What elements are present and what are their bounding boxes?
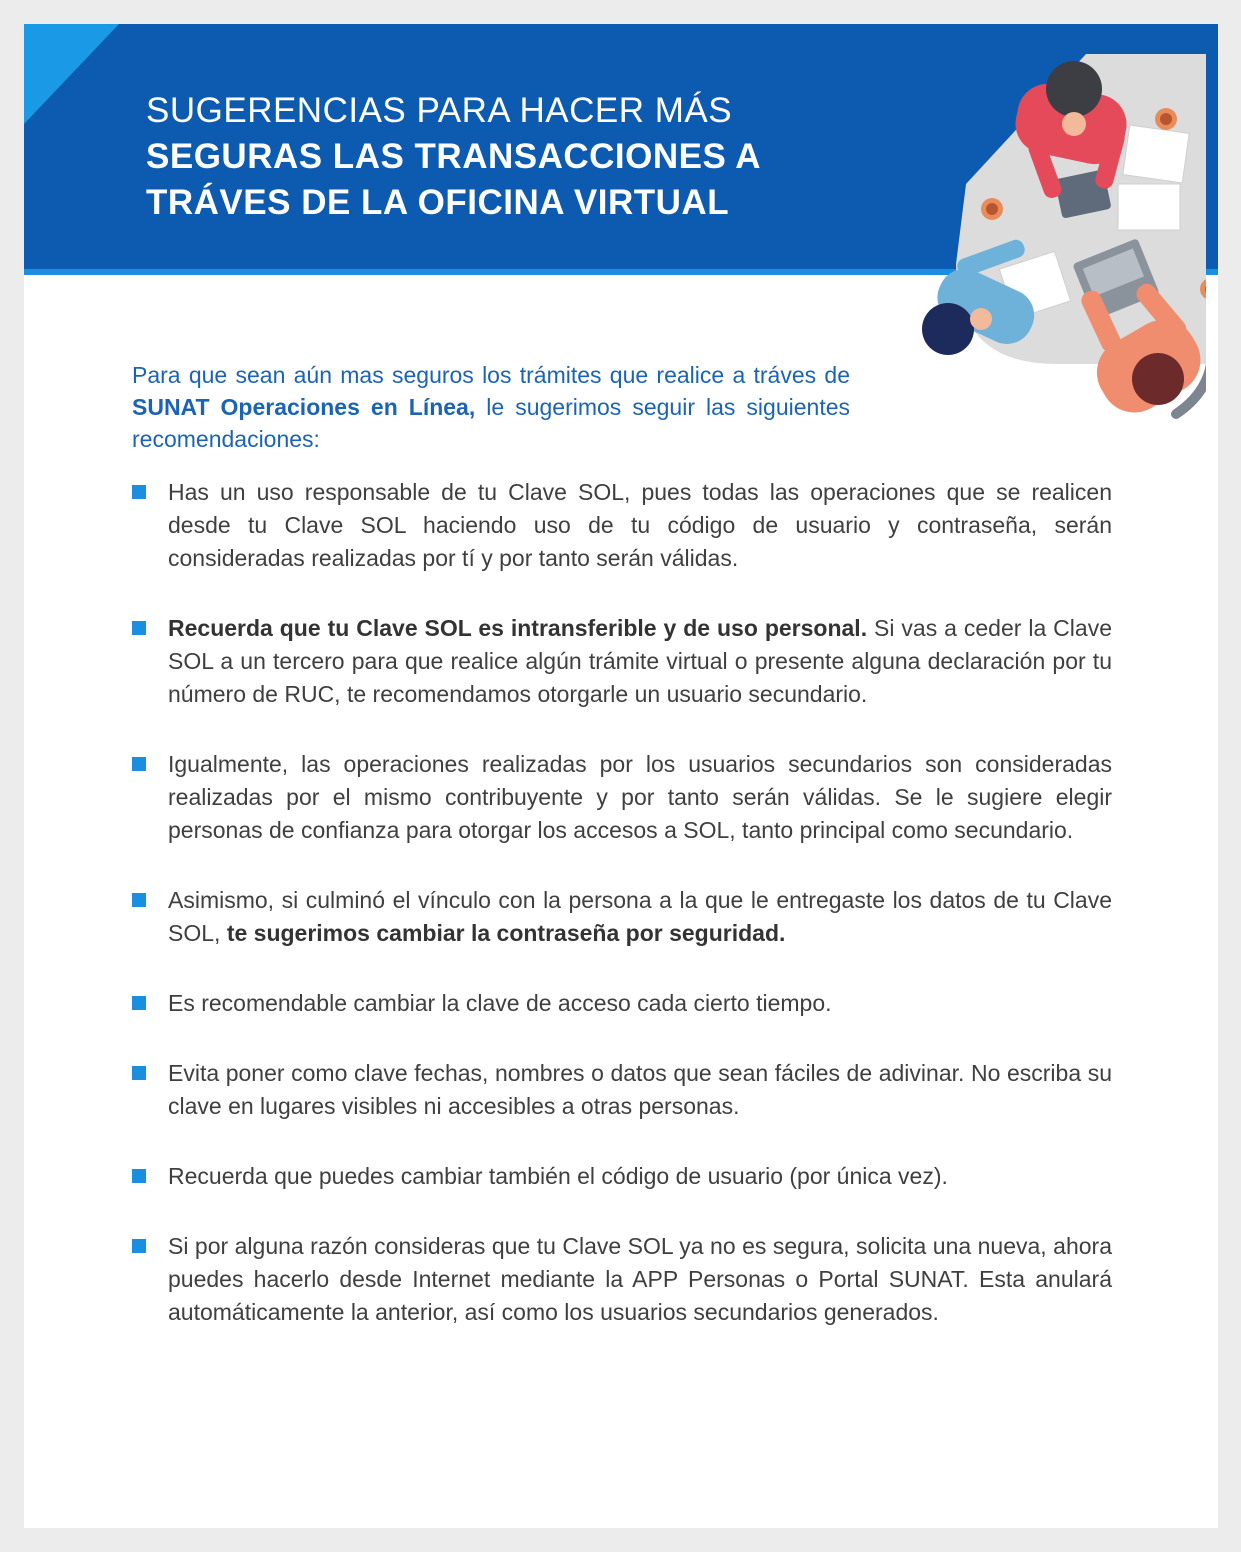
square-bullet-icon — [132, 1066, 146, 1080]
intro-text-before: Para que sean aún mas seguros los trámites que realice a tráves de — [132, 362, 850, 388]
list-item — [132, 987, 1112, 1020]
square-bullet-icon — [132, 621, 146, 635]
title-line-2: SEGURAS LAS TRANSACCIONES A — [146, 137, 762, 176]
corner-accent — [24, 24, 119, 124]
square-bullet-icon — [132, 1239, 146, 1253]
item-text-after: Si vas a ceder la Clave SOL a un tercero para que realice algún trámite virtual o presente alguna declaración por tu número de RUC, te recomendamos otorgarle un usuario secundario. — [168, 615, 1112, 707]
item-text: Recuerda que puedes cambiar también el código de usuario (por única vez). — [168, 1163, 948, 1189]
list-item — [132, 1230, 1112, 1329]
item-bold: Recuerda que tu Clave SOL es intransferible y de uso personal. — [168, 615, 868, 641]
square-bullet-icon — [132, 757, 146, 771]
item-bold: te sugerimos cambiar la contraseña por seguridad. — [226, 920, 786, 946]
list-item — [132, 884, 1112, 950]
paper-sheet — [1123, 125, 1189, 183]
page-title — [146, 88, 761, 226]
list-item — [132, 748, 1112, 847]
list-item — [132, 1160, 1112, 1193]
title-line-1: SUGERENCIAS PARA HACER MÁS — [146, 91, 733, 130]
list-item — [132, 612, 1112, 711]
square-bullet-icon — [132, 996, 146, 1010]
item-text: Es recomendable cambiar la clave de acceso cada cierto tiempo. — [168, 990, 832, 1016]
document-card — [24, 24, 1218, 1528]
square-bullet-icon — [132, 1169, 146, 1183]
intro-paragraph — [132, 359, 850, 455]
title-line-3: TRÁVES DE LA OFICINA VIRTUAL — [146, 183, 730, 222]
intro-bold: SUNAT Operaciones en Línea, — [132, 394, 476, 420]
paper-sheet — [1118, 184, 1180, 230]
square-bullet-icon — [132, 893, 146, 907]
team-meeting-illustration — [896, 34, 1206, 434]
item-text: Evita poner como clave fechas, nombres o datos que sean fáciles de adivinar. No escriba su clave en lugares visibles ni accesibles a otras personas. — [168, 1060, 1112, 1119]
list-item — [132, 1057, 1112, 1123]
item-text: Asimismo, si culminó el vínculo con la persona a la que le entregaste los datos de tu Clave SOL, — [168, 887, 1112, 946]
item-text: Igualmente, las operaciones realizadas por los usuarios secundarios son consideradas realizadas por el mismo contribuyente y por tanto serán válidas. Se le sugiere elegir personas de confianza para otorgar los accesos a SOL, tanto principal como secundario. — [168, 751, 1112, 843]
item-text: Has un uso responsable de tu Clave SOL, pues todas las operaciones que se realicen desde tu Clave SOL haciendo uso de tu código de usuario y contraseña, serán consideradas realizadas por tí y por tanto serán válidas. — [168, 479, 1112, 571]
item-text: Si por alguna razón consideras que tu Clave SOL ya no es segura, solicita una nueva, ahora puedes hacerlo desde Internet mediante la APP Personas o Portal SUNAT. Esta anulará automáticamente la anterior, así como los usuarios secundarios generados. — [168, 1233, 1112, 1325]
recommendations-list — [132, 476, 1112, 1329]
list-item — [132, 476, 1112, 575]
intro-text-after: le sugerimos seguir las siguientes recomendaciones: — [132, 394, 851, 452]
square-bullet-icon — [132, 485, 146, 499]
